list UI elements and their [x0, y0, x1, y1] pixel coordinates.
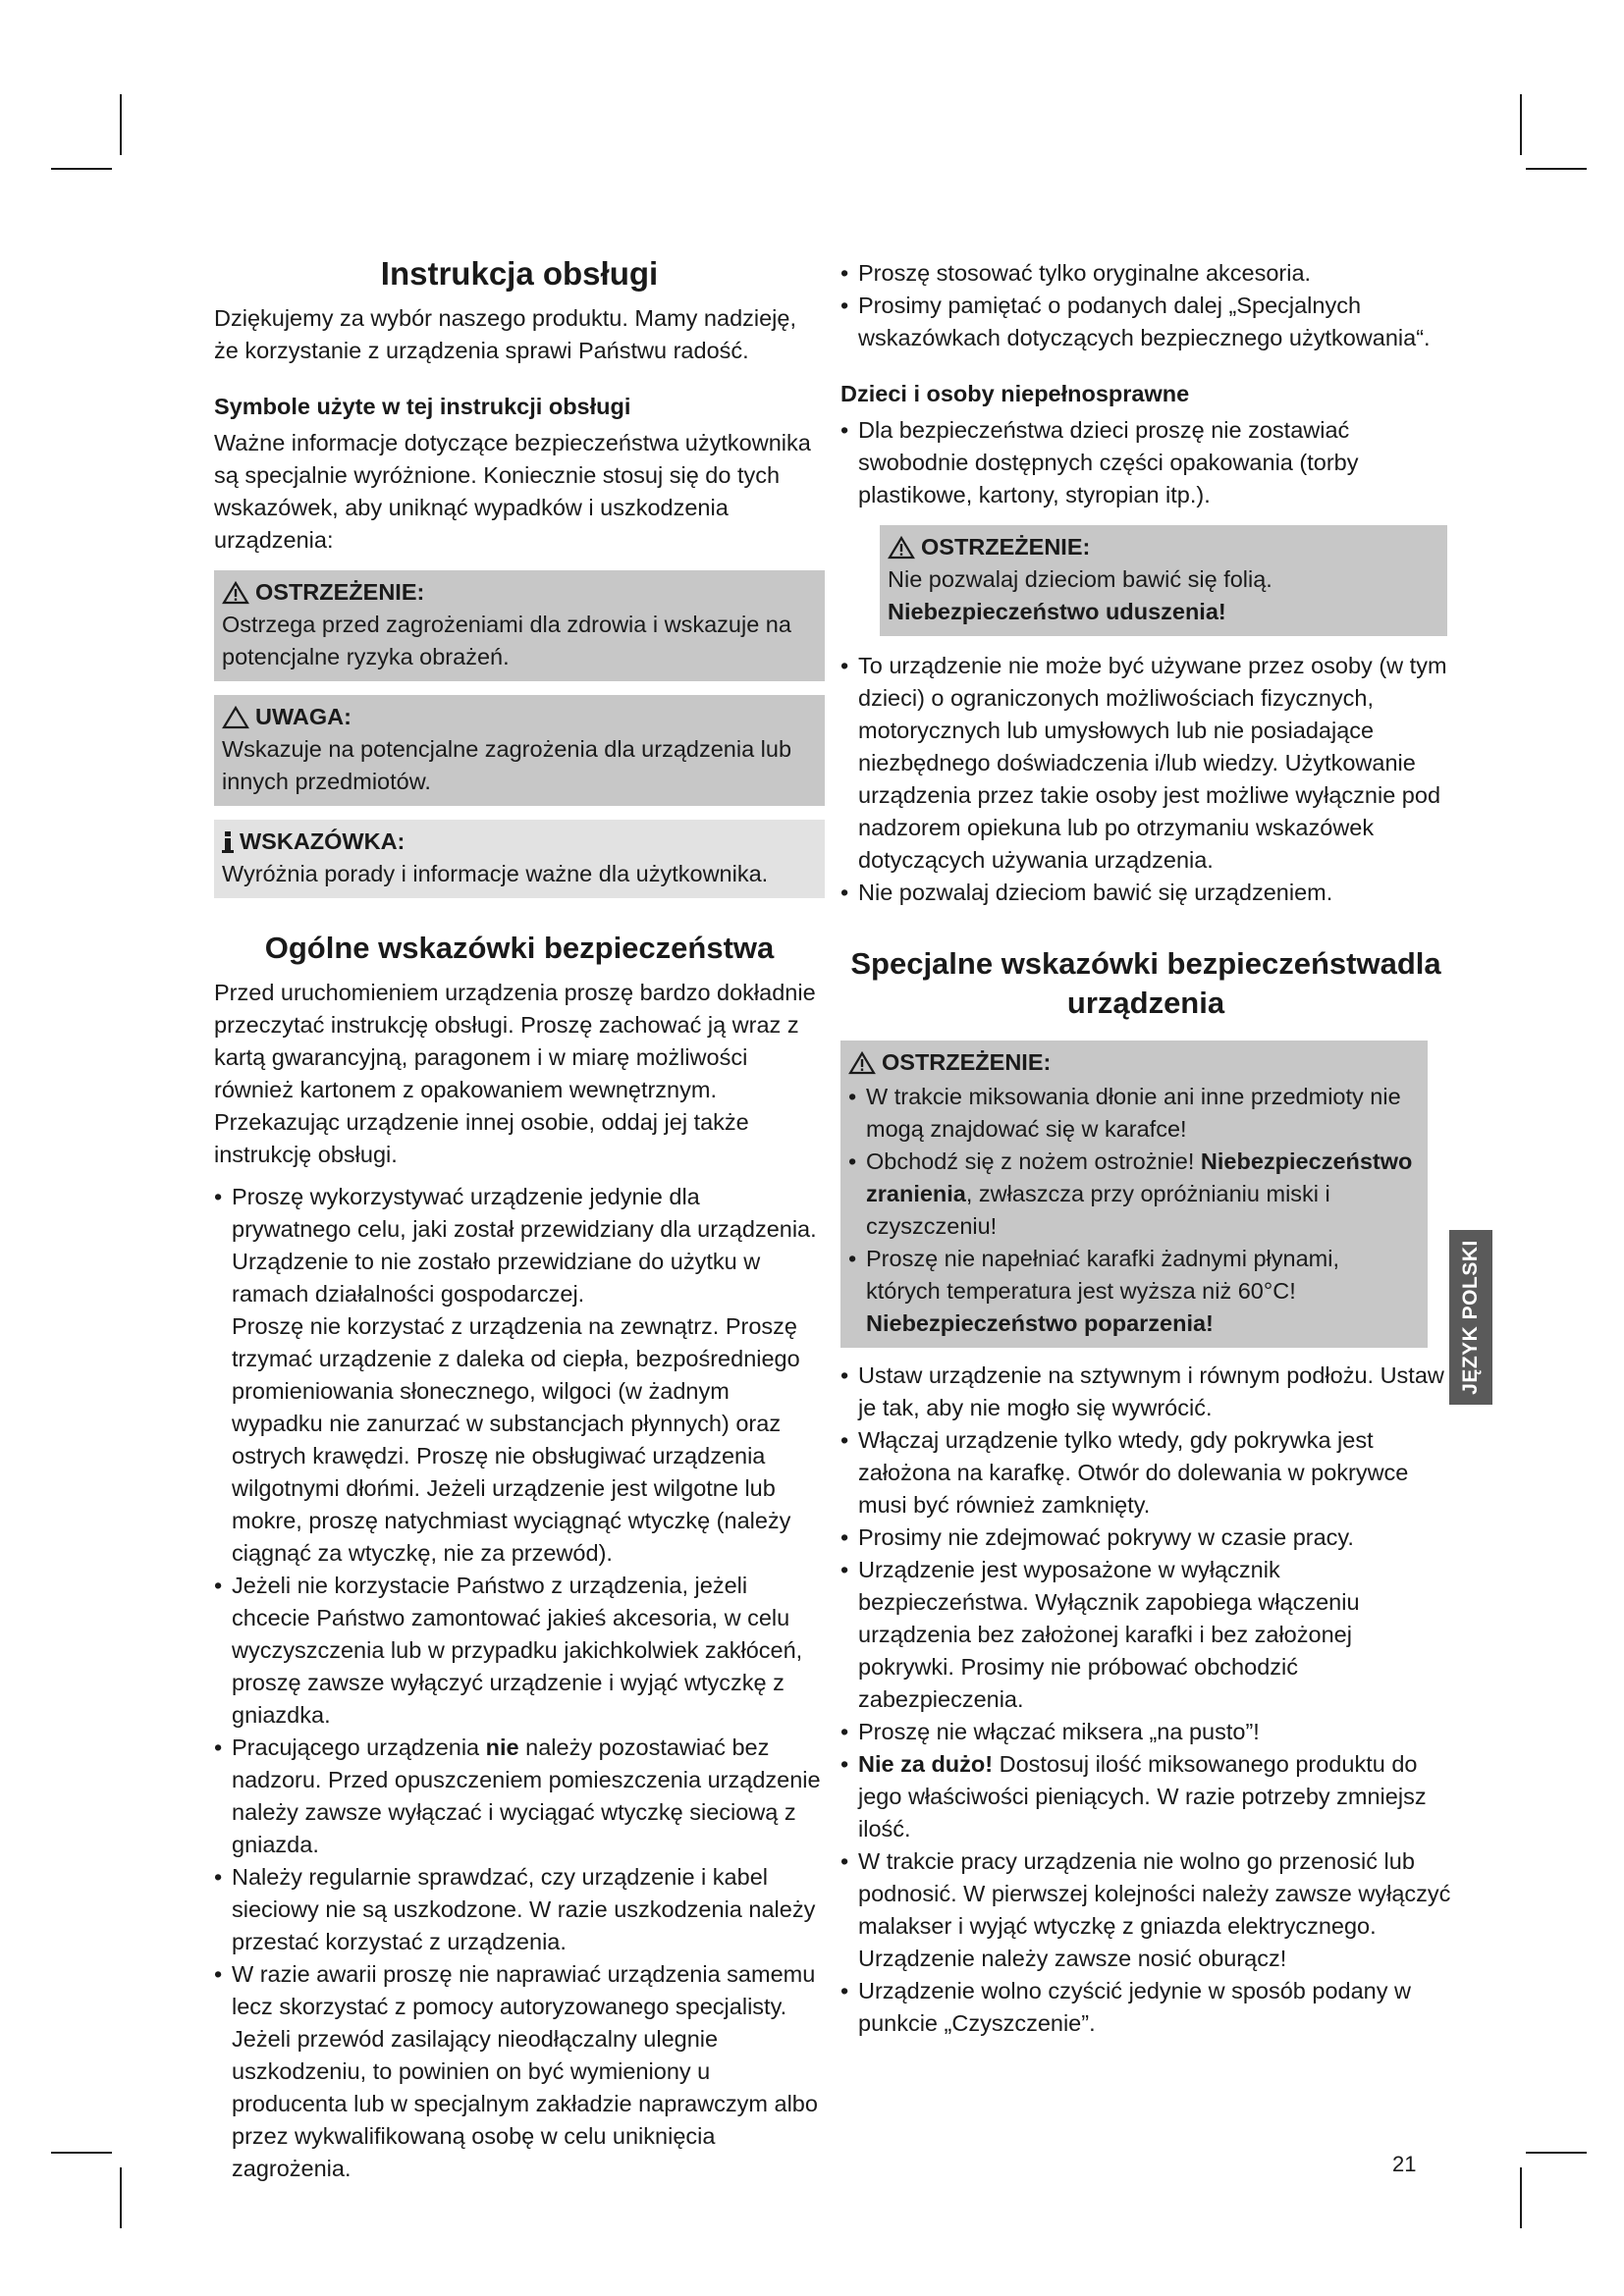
- note-label: WSKAZÓWKA:: [240, 828, 406, 854]
- crop-mark: [1520, 94, 1522, 155]
- list-item: • Należy regularnie sprawdzać, czy urządzenie i kabel sieciowy nie są uszkodzone. W razie uszkodzenia należy przestać korzystać z urządzenia.: [214, 1861, 825, 1958]
- special-bullets: [840, 1360, 1451, 2040]
- list-item: • Prosimy pamiętać o podanych dalej „Specjalnych wskazówkach dotyczących bezpiecznego użytkowania“.: [840, 290, 1451, 354]
- list-item: • Urządzenie wolno czyścić jedynie w sposób podany w punkcie „Czyszczenie”.: [840, 1975, 1451, 2040]
- list-item: Proszę nie korzystać z urządzenia na zewnątrz. Proszę trzymać urządzenie z daleka od ciepła, bezpośredniego promieniowania słonecznego, wilgoci (w żadnym wypadku nie zanurzać w substancjach płynnych) oraz ostrych krawędzi. Proszę nie obsługiwać urządzenia wilgotnymi dłońmi. Jeżeli urządzenie jest wilgotne lub mokre, proszę natychmiast wyciągnąć wtyczkę (należy ciągnąć za wtyczkę, nie za przewód).: [232, 1313, 800, 1566]
- crop-mark: [1526, 168, 1587, 170]
- crop-mark: [51, 168, 112, 170]
- list-item: • Nie za dużo! Dostosuj ilość miksowanego produktu do jego właściwości pieniących. W razie potrzeby zmniejsz ilość.: [840, 1748, 1451, 1845]
- symbols-text: Ważne informacje dotyczące bezpieczeństwa użytkownika są specjalnie wyróżnione. Koniecznie stosuj się do tych wskazówek, aby uniknąć wypadków i uszkodzenia urządzenia:: [214, 430, 811, 553]
- list-item: • Nie pozwalaj dzieciom bawić się urządzeniem.: [840, 877, 1451, 909]
- intro-text: Dziękujemy za wybór naszego produktu. Mamy nadzieję, że korzystanie z urządzenia sprawi Państwu radość.: [214, 305, 796, 363]
- warning-text: Nie pozwalaj dzieciom bawić się folią. Niebezpieczeństwo uduszenia!: [888, 566, 1272, 624]
- crop-mark: [1520, 2167, 1522, 2228]
- page-number: 21: [1392, 2152, 1417, 2176]
- list-item: • W razie awarii proszę nie naprawiać urządzenia samemu lecz skorzystać z pomocy autoryzowanego specjalisty. Jeżeli przewód zasilający nieodłączalny ulegnie uszkodzeniu, to powinien on być wymieniony u producenta lub w specjalnym zakładzie naprawczym albo przez wykwalifikowaną osobę w celu uniknięcia zagrożenia.: [214, 1958, 825, 2185]
- children-bullets: [840, 650, 1451, 909]
- note-box: [214, 820, 825, 898]
- language-tab-label: JĘZYK POLSKI: [1459, 1240, 1483, 1395]
- list-item: • Ustaw urządzenie na sztywnym i równym podłożu. Ustaw je tak, aby nie mogło się wywrócić.: [840, 1360, 1451, 1424]
- crop-mark: [120, 94, 122, 155]
- info-icon: [222, 830, 236, 854]
- warning-triangle-icon: [848, 1051, 876, 1075]
- list-item: • Proszę wykorzystywać urządzenie jedynie dla prywatnego celu, jaki został przewidziany dla urządzenia. Urządzenie to nie zostało przewidziane do użytku w ramach działalności gospodarczej.: [214, 1181, 825, 1310]
- list-item: • Włączaj urządzenie tylko wtedy, gdy pokrywka jest założona na karafkę. Otwór do dolewania w pokrywce musi być również zamknięty.: [840, 1424, 1451, 1522]
- caution-text: Wskazuje na potencjalne zagrożenia dla urządzenia lub innych przedmiotów.: [222, 736, 792, 794]
- left-column: [214, 253, 825, 2185]
- list-item: • W trakcie pracy urządzenia nie wolno go przenosić lub podnosić. W pierwszej kolejności należy zawsze wyłączyć malakser i wyjąć wtyczkę z gniazda elektrycznego. Urządzenie należy zawsze nosić oburącz!: [840, 1845, 1451, 1975]
- crop-mark: [51, 2152, 112, 2154]
- special-safety-title: Specjalne wskazówki bezpieczeństwadla urządzenia: [850, 946, 1441, 1020]
- children-bullet-list: [840, 414, 1451, 511]
- warning-label: OSTRZEŻENIE:: [255, 579, 425, 605]
- crop-mark: [1526, 2152, 1587, 2154]
- symbols-heading: Symbole użyte w tej instrukcji obsługi: [214, 394, 631, 419]
- caution-label: UWAGA:: [255, 704, 352, 729]
- warning-label: OSTRZEŻENIE:: [882, 1049, 1052, 1075]
- list-item: • To urządzenie nie może być używane przez osoby (w tym dzieci) o ograniczonych możliwościach fizycznych, motorycznych lub umysłowych lub nie posiadające niezbędnego doświadczenia i/lub wiedzy. Użytkowanie urządzenia przez takie osoby jest możliwe wyłącznie pod nadzorem opiekuna lub po otrzymaniu wskazówek dotyczących używania urządzenia.: [840, 650, 1451, 877]
- list-item: • Jeżeli nie korzystacie Państwo z urządzenia, jeżeli chcecie Państwo zamontować jakieś akcesoria, w celu wyczyszczenia lub w przypadku jakichkolwiek zakłóceń, proszę zawsze wyłączyć urządzenie i wyjąć wtyczkę z gniazdka.: [214, 1570, 825, 1732]
- right-column: [840, 257, 1451, 2040]
- children-warning-box: [880, 525, 1447, 636]
- list-item: • Urządzenie jest wyposażone w wyłącznik bezpieczeństwa. Wyłącznik zapobiega włączeniu urządzenia bez założonej karafki i bez założonej pokrywki. Prosimy nie próbować obchodzić zabezpieczenia.: [840, 1554, 1451, 1716]
- general-safety-title: Ogólne wskazówki bezpieczeństwa: [264, 931, 775, 965]
- list-item: • Prosimy nie zdejmować pokrywy w czasie pracy.: [840, 1522, 1451, 1554]
- language-tab: [1449, 1230, 1492, 1405]
- page-title: Instrukcja obsługi: [380, 255, 659, 292]
- general-intro: Przed uruchomieniem urządzenia proszę bardzo dokładnie przeczytać instrukcję obsługi. Proszę zachować ją wraz z kartą gwarancyjną, paragonem i w miarę możliwości również kartonem z opakowaniem wewnętrznym. Przekazując urządzenie innej osobie, oddaj jej także instrukcję obsługi.: [214, 980, 816, 1167]
- list-item: • Proszę nie włączać miksera „na pusto”!: [840, 1716, 1451, 1748]
- warning-triangle-icon: [222, 581, 249, 605]
- caution-box: [214, 695, 825, 806]
- special-warning-bullets: [848, 1081, 1420, 1340]
- warning-box: [214, 570, 825, 681]
- list-item: • Proszę stosować tylko oryginalne akcesoria.: [840, 257, 1451, 290]
- list-item: • Proszę nie napełniać karafki żadnymi płynami, których temperatura jest wyższa niż 60°C! Niebezpieczeństwo poparzenia!: [848, 1243, 1420, 1340]
- special-warning-box: [840, 1041, 1428, 1348]
- warning-label: OSTRZEŻENIE:: [921, 534, 1091, 560]
- note-text: Wyróżnia porady i informacje ważne dla użytkownika.: [222, 861, 769, 886]
- children-heading: Dzieci i osoby niepełnosprawne: [840, 381, 1190, 406]
- general-bullets: [214, 1181, 825, 2185]
- caution-triangle-icon: [222, 706, 249, 729]
- list-item: • Dla bezpieczeństwa dzieci proszę nie zostawiać swobodnie dostępnych części opakowania (torby plastikowe, kartony, styropian itp.).: [840, 414, 1451, 511]
- list-item: • W trakcie miksowania dłonie ani inne przedmioty nie mogą znajdować się w karafce!: [848, 1081, 1420, 1146]
- accessory-bullets: [840, 257, 1451, 354]
- crop-mark: [120, 2167, 122, 2228]
- list-item: • Pracującego urządzenia nie należy pozostawiać bez nadzoru. Przed opuszczeniem pomieszczenia urządzenie należy zawsze wyłączać i wyciągać wtyczkę sieciową z gniazda.: [214, 1732, 825, 1861]
- warning-triangle-icon: [888, 536, 915, 560]
- warning-text: Ostrzega przed zagrożeniami dla zdrowia i wskazuje na potencjalne ryzyka obrażeń.: [222, 612, 791, 669]
- list-item: • Obchodź się z nożem ostrożnie! Niebezpieczeństwo zranienia, zwłaszcza przy opróżnianiu miski i czyszczeniu!: [848, 1146, 1420, 1243]
